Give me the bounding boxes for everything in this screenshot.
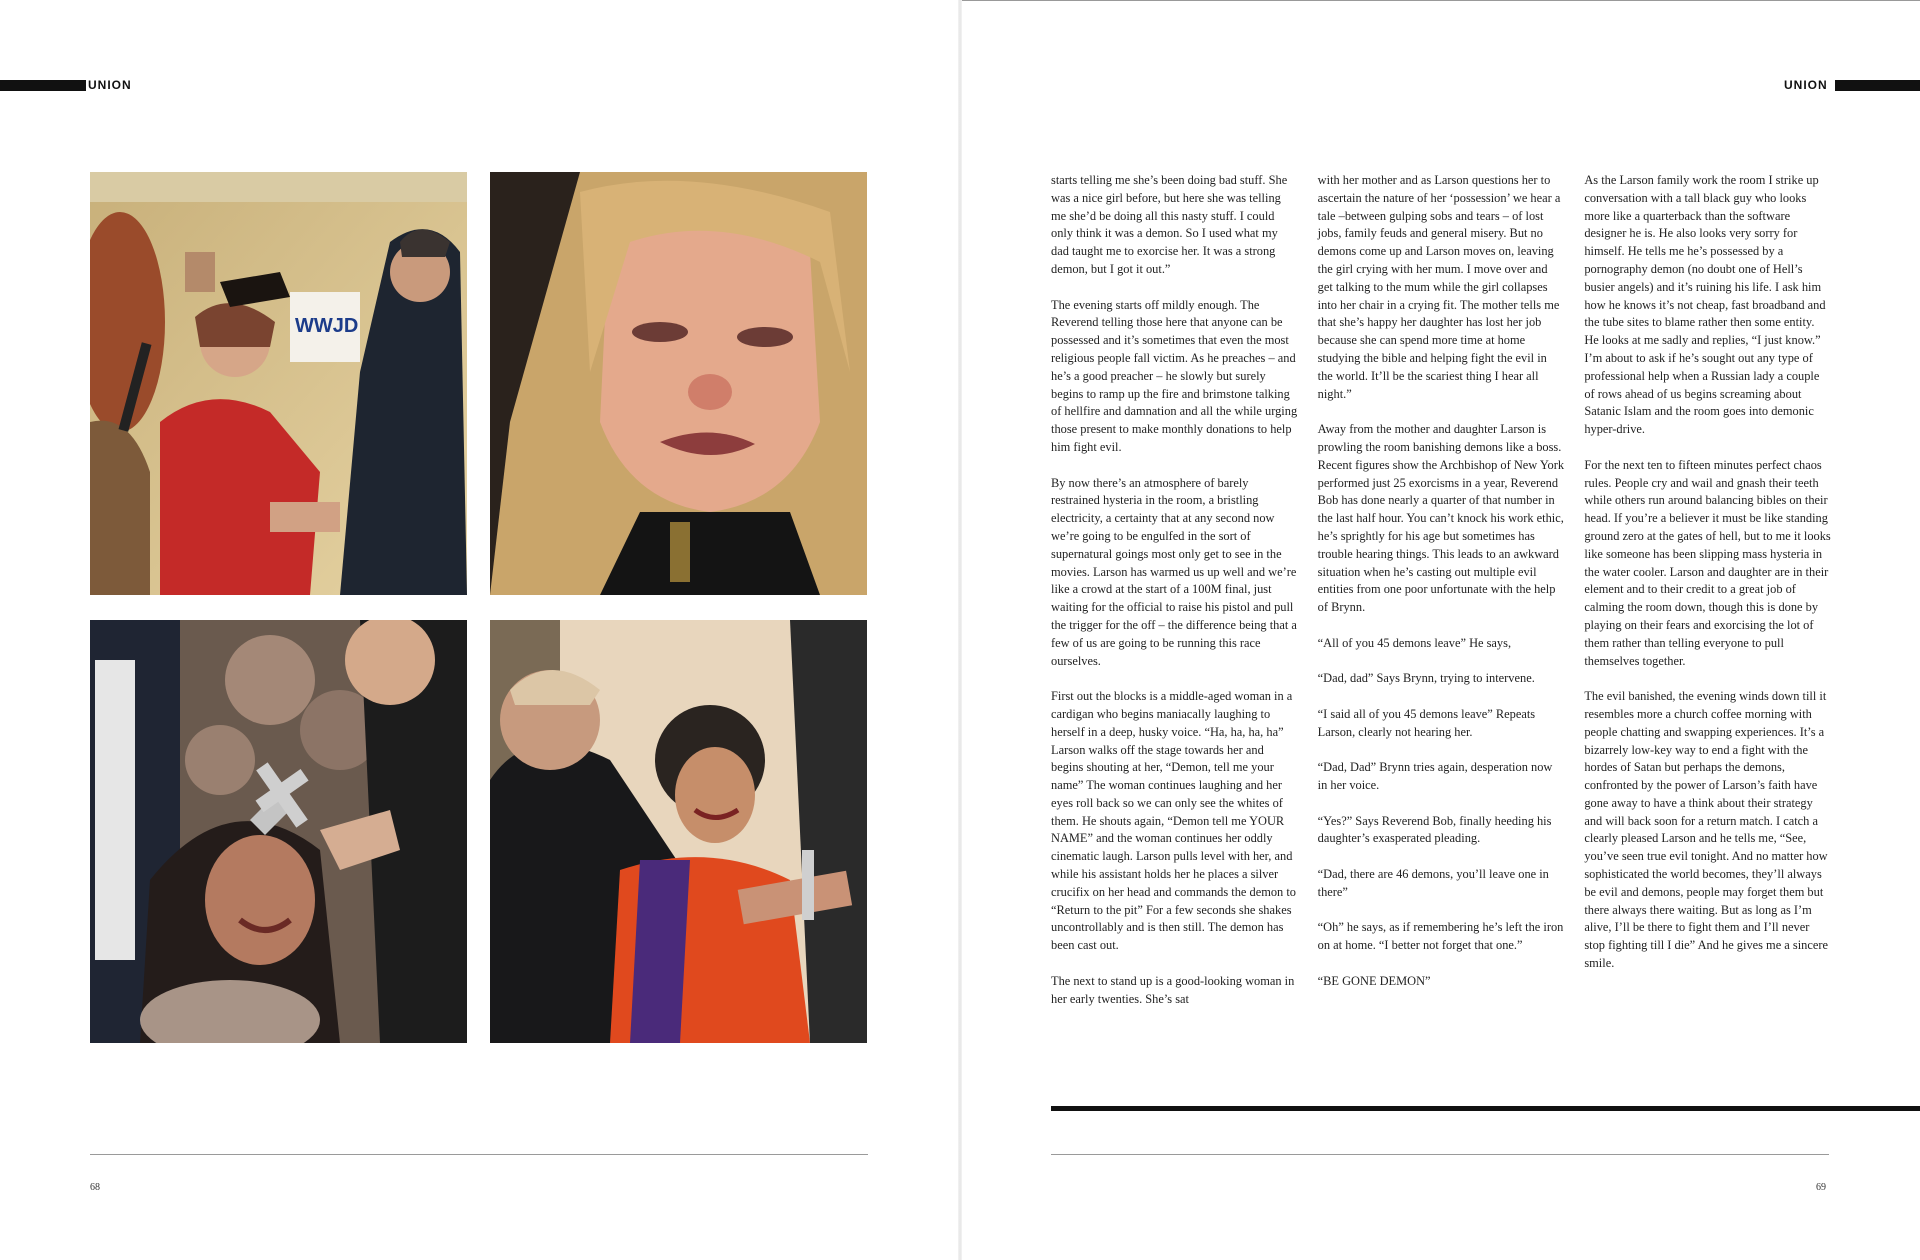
paragraph: “Yes?” Says Reverend Bob, finally heeding his daughter’s exasperated pleading. bbox=[1317, 813, 1552, 846]
text-column-2 bbox=[1318, 172, 1565, 1026]
paragraph: “All of you 45 demons leave” He says, bbox=[1317, 635, 1512, 650]
text-column-3 bbox=[1584, 172, 1831, 1026]
paragraph: starts telling me she’s been doing bad stuff. She was a nice girl before, but here she was telling me she’d be doing all this nasty stuff. I could only think it was a demon. So I used what my dad taught me to exorcise her. It was a strong demon, but I got it out.” bbox=[1051, 173, 1288, 276]
footer-rule-right bbox=[1051, 1154, 1829, 1155]
paragraph: “I said all of you 45 demons leave” Repeats Larson, clearly not hearing her. bbox=[1317, 706, 1536, 739]
paragraph: “Dad, there are 46 demons, you’ll leave one in there” bbox=[1317, 867, 1549, 899]
paragraph: “Dad, Dad” Brynn tries again, desperation now in her voice. bbox=[1317, 760, 1553, 793]
paragraph: For the next ten to fifteen minutes perfect chaos rules. People cry and wail and gnash their teeth while others run around balancing bibles on their head. If you’re a believer it must be like standing ground zero at the gates of hell, but to me it looks like someone has been slipping mass hysteria in the water cooler. Larson and daughter are in their element and to their credit to a great job of calming the room down, though this is done by playing on their fears and exorcising the lot of them rather than telling everyone to pull themselves together. bbox=[1584, 457, 1831, 668]
paragraph: “BE GONE DEMON” bbox=[1317, 973, 1431, 988]
page-number-left: 68 bbox=[90, 1182, 100, 1193]
paragraph: First out the blocks is a middle-aged woman in a cardigan who begins maniacally laughing to herself in a deep, husky voice. “Ha, ha, ha, ha” Larson walks off the stage towards her and begins shouting at her, “Demon, tell me your name” The woman continues laughing and her eyes roll back so we can only see the whites of them. He shouts again, “Demon tell me YOUR NAME” and the woman continues her oddly cinematic laugh. Larson pulls level with her, and while his assistant holds her he places a silver crucifix on her head and commands the demon to “Return to the pit” For a few seconds she shakes uncontrollably and is then still. The demon has been cast out. bbox=[1051, 689, 1296, 953]
photo-woman-in-orange bbox=[490, 620, 867, 1043]
text-column-1 bbox=[1051, 172, 1298, 1026]
paragraph: “Oh” he says, as if remembering he’s left the iron on at home. “I better not forget that one.” bbox=[1317, 920, 1564, 953]
photo-woman-red-sweater bbox=[90, 172, 467, 595]
magazine-name-right: UNION bbox=[1784, 78, 1828, 92]
header-bar-right bbox=[1835, 80, 1920, 91]
paragraph: with her mother and as Larson questions her to ascertain the nature of her ‘possession’ we hear a tale –between gulping sobs and tears – of lost jobs, family feuds and general misery. But no demons come up and Larson moves on, leaving the girl crying with her mum. I move over and get talking to the mum while the girl collapses into her chair in a crying fit. The mother tells me that she’s happy her daughter has lost her job because she can spend more time at home studying the bible and helping fight the evil in the world. It’ll be the scariest thing I hear all night.” bbox=[1317, 173, 1561, 401]
paragraph: The evening starts off mildly enough. The Reverend telling those here that anyone can be possessed and it’s sometimes that even the most religious people fall victim. As he preaches – and he’s a good preacher – he slowly but surely begins to ramp up the fire and brimstone talking of hellfire and damnation and all the while urging those present to make monthly donations to help him fight evil. bbox=[1051, 297, 1298, 454]
paragraph: Away from the mother and daughter Larson is prowling the room banishing demons like a boss. Recent figures show the Archbishop of New York performed just 25 exorcisms in a year, Reverend Bob has done nearly a quarter of that number in the last half hour. You can’t knock his work ethic, he’s sprightly for his age but sometimes has trouble hearing things. This leads to an awkward situation when he’s casting out multiple evil entities from one poor unfortunate with the help of Brynn. bbox=[1317, 422, 1565, 615]
article-end-rule bbox=[1051, 1106, 1920, 1111]
footer-rule-left bbox=[90, 1154, 868, 1155]
header-bar-left bbox=[0, 80, 86, 91]
magazine-name-left: UNION bbox=[88, 78, 132, 92]
paragraph: The next to stand up is a good-looking woman in her early twenties. She’s sat bbox=[1051, 973, 1295, 1006]
article-body bbox=[1051, 172, 1831, 1026]
paragraph: By now there’s an atmosphere of barely restrained hysteria in the room, a bristling electricity, a certainty that at any second now we’re going to be engulfed in the sort of supernatural goings most only get to see in the movies. Larson has warmed us up well and we’re like a crowd at the start of a 100M final, just waiting for the official to raise his pistol and pull the trigger for the off – the difference being that a few of us are going to be running this race ourselves. bbox=[1051, 475, 1297, 668]
page-spine bbox=[958, 0, 962, 1260]
paragraph: As the Larson family work the room I strike up conversation with a tall black guy who looks more like a quarterback than the software designer he is. He also looks very sorry for himself. He tells me he’s possessed by a pornography demon (no doubt one of Hell’s busier angels) and it’s ruining his life. I ask him how he knows it’s not cheap, fast broadband and the tube sites to blame rather then some entity. He looks at me sadly and replies, “I just know.” I’m about to ask if he’s sought out any type of professional help when a Russian lady a couple of rows ahead of us begins screaming about Satanic Islam and the room goes into demonic hyper-drive. bbox=[1584, 173, 1826, 437]
page-number-right: 69 bbox=[1816, 1182, 1826, 1193]
paragraph: The evil banished, the evening winds down till it resembles more a church coffee morning with people chatting and swapping experiences. It’s a bizarrely low-key way to end a fight with the hordes of Satan but perhaps the demons, confronted by the power of Larson’s faith have gone away to have a think about their strategy and will back soon for a return match. I catch a clearly pleased Larson and he tells me, “See, you’ve seen true evil tonight. And no matter how sophisticated the world becomes, they’ll always be evil and demons, people may forget them but there always there waiting. But as long as I’m alive, I’ll be there to fight them and I’ll never stop fighting till I die” And he gives me a sincere smile. bbox=[1584, 689, 1828, 971]
photo-crucifix-forehead bbox=[90, 620, 467, 1043]
wwjd-sign-text: WWJD bbox=[295, 315, 359, 337]
photo-crying-woman-closeup bbox=[490, 172, 867, 595]
paragraph: “Dad, dad” Says Brynn, trying to intervene. bbox=[1317, 671, 1535, 686]
